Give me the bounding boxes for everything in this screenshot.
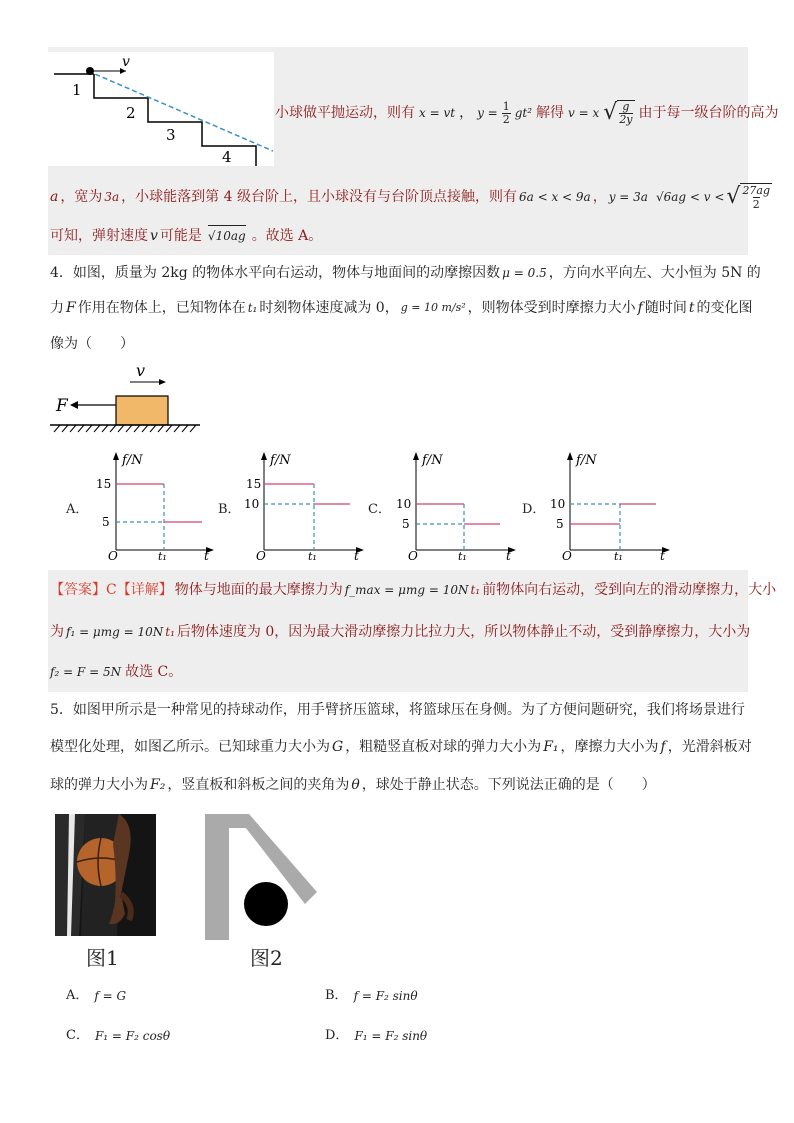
q5-line1: 5．如图甲所示是一种常见的持球动作，用手臂挤压篮球，将篮球压在身侧。为了方便问题研究，我们将场景进行 — [50, 702, 745, 718]
ans4-line2: 为 f₁ = μmg = 10N t₁ 后物体速度为 0，因为最大滑动摩擦力比拉力大，所以物体静止不动，受到静摩擦力，大小为 — [50, 624, 751, 640]
q4-option-C[interactable] — [368, 448, 518, 560]
option-A-graph — [96, 448, 216, 560]
q5-option-D[interactable]: D． F₁ = F₂ sinθ — [325, 1028, 428, 1043]
sol3-tail1: 由于每一级台阶的高为 — [638, 105, 779, 121]
option-D-y-axis-label: f/N — [576, 453, 597, 468]
option-D-tick-5: 5 — [556, 517, 564, 531]
option-C-tick-5: 5 — [402, 517, 410, 531]
option-C-y-axis-label: f/N — [422, 453, 443, 468]
option-A-tick-15: 15 — [96, 477, 112, 491]
sol3-eq2-lhs: y = — [477, 106, 498, 120]
basketball-photo — [55, 814, 156, 936]
option-C-label: C． — [368, 502, 391, 517]
sol3-line2: a ，宽为 3a ，小球能落到第 4 级台阶上，且小球没有与台阶顶点接触，则有 6a < x < 9a ， y = 3a √6ag < v < √ 27ag 2 — [50, 184, 771, 211]
sol3-eq3: v = x — [568, 106, 600, 120]
step-label-4: 4 — [222, 148, 232, 166]
block-velocity-label: v — [136, 361, 146, 380]
option-B-tick-15: 15 — [246, 477, 262, 491]
option-D-t-axis: t — [660, 549, 665, 560]
option-B-t-axis: t — [354, 549, 359, 560]
staircase-diagram — [48, 52, 274, 166]
sol3-line3: 可知，弹射速度 v 可能是 √10ag 。故选 A。 — [50, 225, 322, 246]
q4-option-B[interactable] — [218, 448, 368, 560]
block-diagram — [50, 360, 202, 438]
option-B-t1: t₁ — [308, 550, 317, 560]
option-C-t-axis: t — [506, 549, 511, 560]
option-C-t1: t₁ — [458, 550, 467, 560]
block-figure — [50, 360, 202, 438]
step-label-2: 2 — [126, 104, 136, 122]
option-B-origin: O — [256, 549, 266, 560]
vertical-board — [205, 814, 229, 940]
q5-option-C[interactable]: C． F₁ = F₂ cosθ — [66, 1028, 171, 1043]
q4-option-A[interactable] — [66, 448, 216, 560]
option-D-label: D． — [522, 502, 546, 517]
option-A-t1: t₁ — [158, 550, 167, 560]
option-B-label: B． — [218, 502, 241, 517]
q4-line1: 4．如图，质量为 2kg 的物体水平向右运动，物体与地面间的动摩擦因数 μ = 0.5 ，方向水平向左、大小恒为 5N 的 — [50, 265, 761, 281]
option-B-y-axis-label: f/N — [270, 453, 291, 468]
ans4-line1: 【答案】C【详解】 物体与地面的最大摩擦力为 f_max = μmg = 10N t₁ 前物体向右运动，受到向左的滑动摩擦力，大小 — [50, 582, 777, 598]
figure-1-caption: 图1 — [86, 946, 119, 970]
option-A-t-axis: t — [204, 549, 209, 560]
answer-tag: 【答案】C【详解】 — [50, 582, 173, 598]
option-D-t1: t₁ — [614, 550, 623, 560]
q5-option-A[interactable]: A． f = G — [66, 988, 127, 1003]
q4-line3: 像为（ ） — [50, 336, 134, 352]
board-model-figure — [205, 814, 320, 940]
step-label-3: 3 — [166, 126, 176, 144]
step-label-1: 1 — [72, 81, 82, 99]
option-D-tick-10: 10 — [550, 497, 566, 511]
option-D-graph — [548, 448, 672, 560]
sol3-eq1: x = vt — [419, 106, 456, 120]
block-rect — [116, 396, 168, 425]
q5-line3: 球的弹力大小为 F₂ ，竖直板和斜板之间的夹角为 θ ，球处于静止状态。下列说法正确的是（ ） — [50, 777, 656, 793]
sol3-solve: 解得 — [536, 105, 565, 121]
figure-2-caption: 图2 — [250, 946, 283, 970]
force-label: F — [56, 396, 68, 416]
option-A-y-axis-label: f/N — [122, 453, 143, 468]
sol3-intro: 小球做平抛运动，则有 — [275, 105, 415, 121]
ball — [244, 882, 288, 926]
sol3-sqrt: √ g 2y — [603, 100, 633, 126]
option-B-graph — [244, 448, 366, 560]
option-C-origin: O — [408, 549, 418, 560]
q5-line2: 模型化处理，如图乙所示。已知球重力大小为 G ，粗糙竖直板对球的弹力大小为 F₁ ，摩擦力大小为 f ，光滑斜板对 — [50, 739, 752, 755]
option-B-tick-10: 10 — [244, 497, 260, 511]
sol3-line1: 小球做平抛运动，则有 x = vt ， y = $\frac{1}{2}$ gt² 解得 v = x √ g 2y 由于每一级台阶的高为 — [275, 99, 779, 126]
sol3-eq2-rhs: gt² — [514, 106, 533, 120]
q5-option-B[interactable]: B． f = F₂ sinθ — [325, 988, 418, 1003]
q4-option-D[interactable] — [522, 448, 674, 560]
option-C-graph — [394, 448, 518, 560]
staircase-figure — [48, 52, 274, 166]
q4-line2: 力 F 作用在物体上，已知物体在 t₁ 时刻物体速度减为 0， g = 10 m/s² ，则物体受到时摩擦力大小 f 随时间 t 的变化图 — [50, 300, 753, 316]
option-A-origin: O — [108, 549, 118, 560]
option-A-label: A． — [66, 502, 89, 517]
option-A-tick-5: 5 — [102, 515, 110, 529]
velocity-label: v — [122, 54, 130, 70]
option-C-tick-10: 10 — [396, 497, 412, 511]
option-D-origin: O — [562, 549, 572, 560]
sol3-half-fraction: $\frac{1}{2}$ — [502, 99, 510, 126]
ans4-line3: f₂ = F = 5N 故选 C。 — [50, 664, 183, 680]
